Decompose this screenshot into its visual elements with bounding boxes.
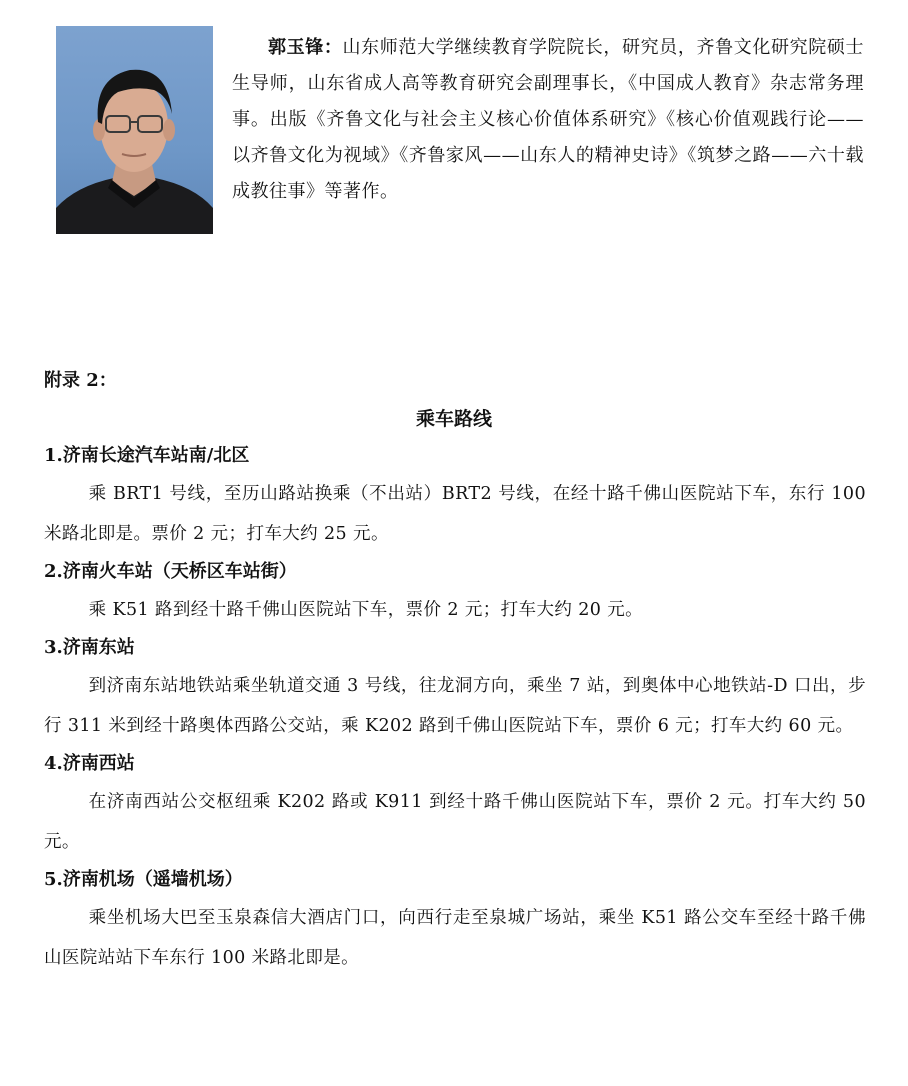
route-item-5 bbox=[44, 862, 866, 978]
route-description: 乘 K51 路到经十路千佛山医院站下车，票价 2 元；打车大约 20 元。 bbox=[88, 600, 644, 620]
portrait-illustration bbox=[56, 26, 213, 234]
appendix-label: 附录 2： bbox=[44, 370, 117, 391]
route-list bbox=[44, 438, 866, 978]
route-description: 在济南西站公交枢纽乘 K202 路或 K911 到经十路千佛山医院站下车，票价 2 元。打车大约 50 元。 bbox=[44, 792, 866, 852]
author-name: 郭玉锋： bbox=[268, 37, 343, 58]
route-item-2 bbox=[44, 554, 866, 630]
route-heading: 5.济南机场（遥墙机场） bbox=[44, 869, 243, 890]
route-heading: 2.济南火车站（天桥区车站街） bbox=[44, 561, 297, 582]
route-description: 乘 BRT1 号线，至历山路站换乘（不出站）BRT2 号线，在经十路千佛山医院站下车，东行 100 米路北即是。票价 2 元；打车大约 25 元。 bbox=[44, 484, 866, 544]
bio-description: 山东师范大学继续教育学院院长，研究员，齐鲁文化研究院硕士生导师，山东省成人高等教育研究会副理事长，《中国成人教育》杂志常务理事。出版《齐鲁文化与社会主义核心价值体系研究》《核心价值观践行论——以齐鲁文化为视域》《齐鲁家风——山东人的精神史诗》《筑梦之路——六十载成教往事》等著作。 bbox=[232, 37, 865, 202]
route-description: 到济南东站地铁站乘坐轨道交通 3 号线，往龙洞方向，乘坐 7 站，到奥体中心地铁站-D 口出，步行 311 米到经十路奥体西路公交站，乘 K202 路到千佛山医院站下车，票价 6 元；打车大约 60 元。 bbox=[44, 676, 866, 736]
route-item-1 bbox=[44, 438, 866, 554]
author-bio bbox=[56, 24, 868, 236]
route-heading: 3.济南东站 bbox=[44, 637, 135, 658]
route-heading: 1.济南长途汽车站南/北区 bbox=[44, 445, 250, 466]
author-photo bbox=[56, 26, 213, 234]
route-description: 乘坐机场大巴至玉泉森信大酒店门口，向西行走至泉城广场站，乘坐 K51 路公交车至经十路千佛山医院站站下车东行 100 米路北即是。 bbox=[44, 908, 866, 968]
route-heading: 4.济南西站 bbox=[44, 753, 135, 774]
route-item-3 bbox=[44, 630, 866, 746]
bio-paragraph bbox=[232, 30, 864, 210]
section-title: 乘车路线 bbox=[415, 408, 492, 430]
route-item-4 bbox=[44, 746, 866, 862]
